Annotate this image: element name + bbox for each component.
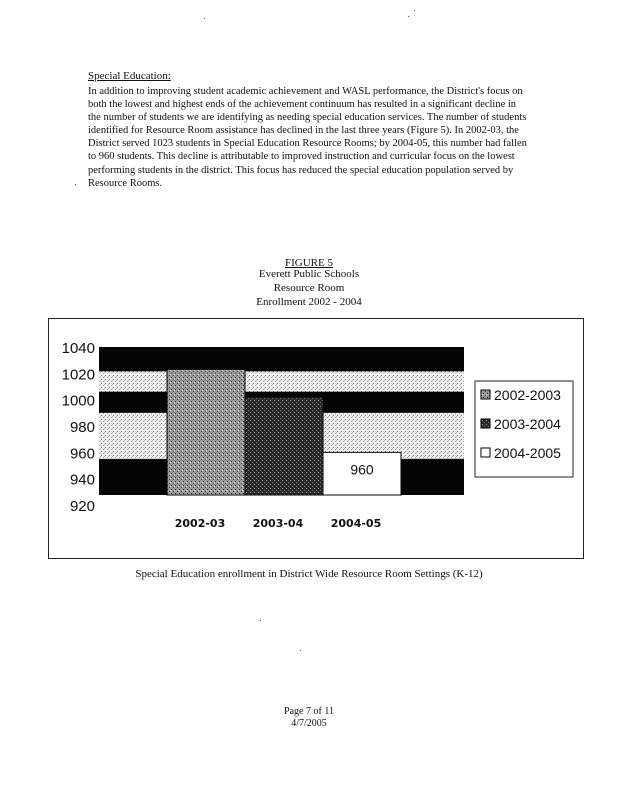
x-tick-label: 2002-03 [174,517,226,530]
legend-label: 2002-2003 [494,387,561,403]
section-paragraph: In addition to improving student academic achievement and WASL performance, the District's focus on both the lowest and highest ends of the achievement continuum has resulted in a significant decline in the number of students we are identifying as needing special education services. The number of students identified for Resource Room assistance has declined in the last three years (Figure 5). In 2002-03, the District served 1023 students in Special Education Resource Rooms; by 2004-05, this number had fallen to 960 students. This decline is attributable to improved instruction and curricular focus on the lowest performing students in the district. This focus has reduced the special education population served by Resource Rooms. [88,86,527,189]
bar-data-label: 960 [350,461,374,478]
bar-2002-03 [167,369,245,495]
legend-swatch [481,448,490,457]
y-tick-label: 1040 [61,340,95,357]
legend-swatch [481,390,490,399]
legend-label: 2003-2004 [494,416,561,432]
scan-speck [75,184,76,185]
y-tick-label: 980 [69,419,95,436]
figure-title-line: Everett Public Schools [258,268,360,280]
legend-label: 2004-2005 [494,445,561,461]
page-date: 4/7/2005 [291,718,327,729]
figure-title-line: Resource Room [273,282,345,294]
scan-speck [260,620,261,621]
y-tick-label: 920 [69,498,95,515]
scan-speck [300,650,301,651]
scan-speck [408,16,409,17]
resource-room-chart [49,319,585,560]
scan-speck [204,18,205,19]
y-tick-label: 960 [69,445,95,463]
y-tick-label: 1020 [61,366,95,384]
chart-container [48,318,584,559]
chart-footer-caption: Special Education enrollment in District Wide Resource Room Settings (K-12) [135,568,483,580]
section-heading: Special Education: [88,70,171,82]
x-tick-label: 2004-05 [330,517,382,530]
page-number: Page 7 of 11 [284,706,334,717]
side-wall [404,459,464,495]
back-wall-band [99,371,464,391]
y-tick-label: 1000 [61,392,95,410]
bar-2003-04 [245,397,323,495]
legend-swatch [481,419,490,428]
scan-speck [414,10,415,11]
y-tick-label: 940 [69,471,95,489]
x-tick-label: 2003-04 [252,517,304,530]
figure-label: FIGURE 5 [285,257,333,269]
figure-title-line: Enrollment 2002 - 2004 [256,296,362,308]
